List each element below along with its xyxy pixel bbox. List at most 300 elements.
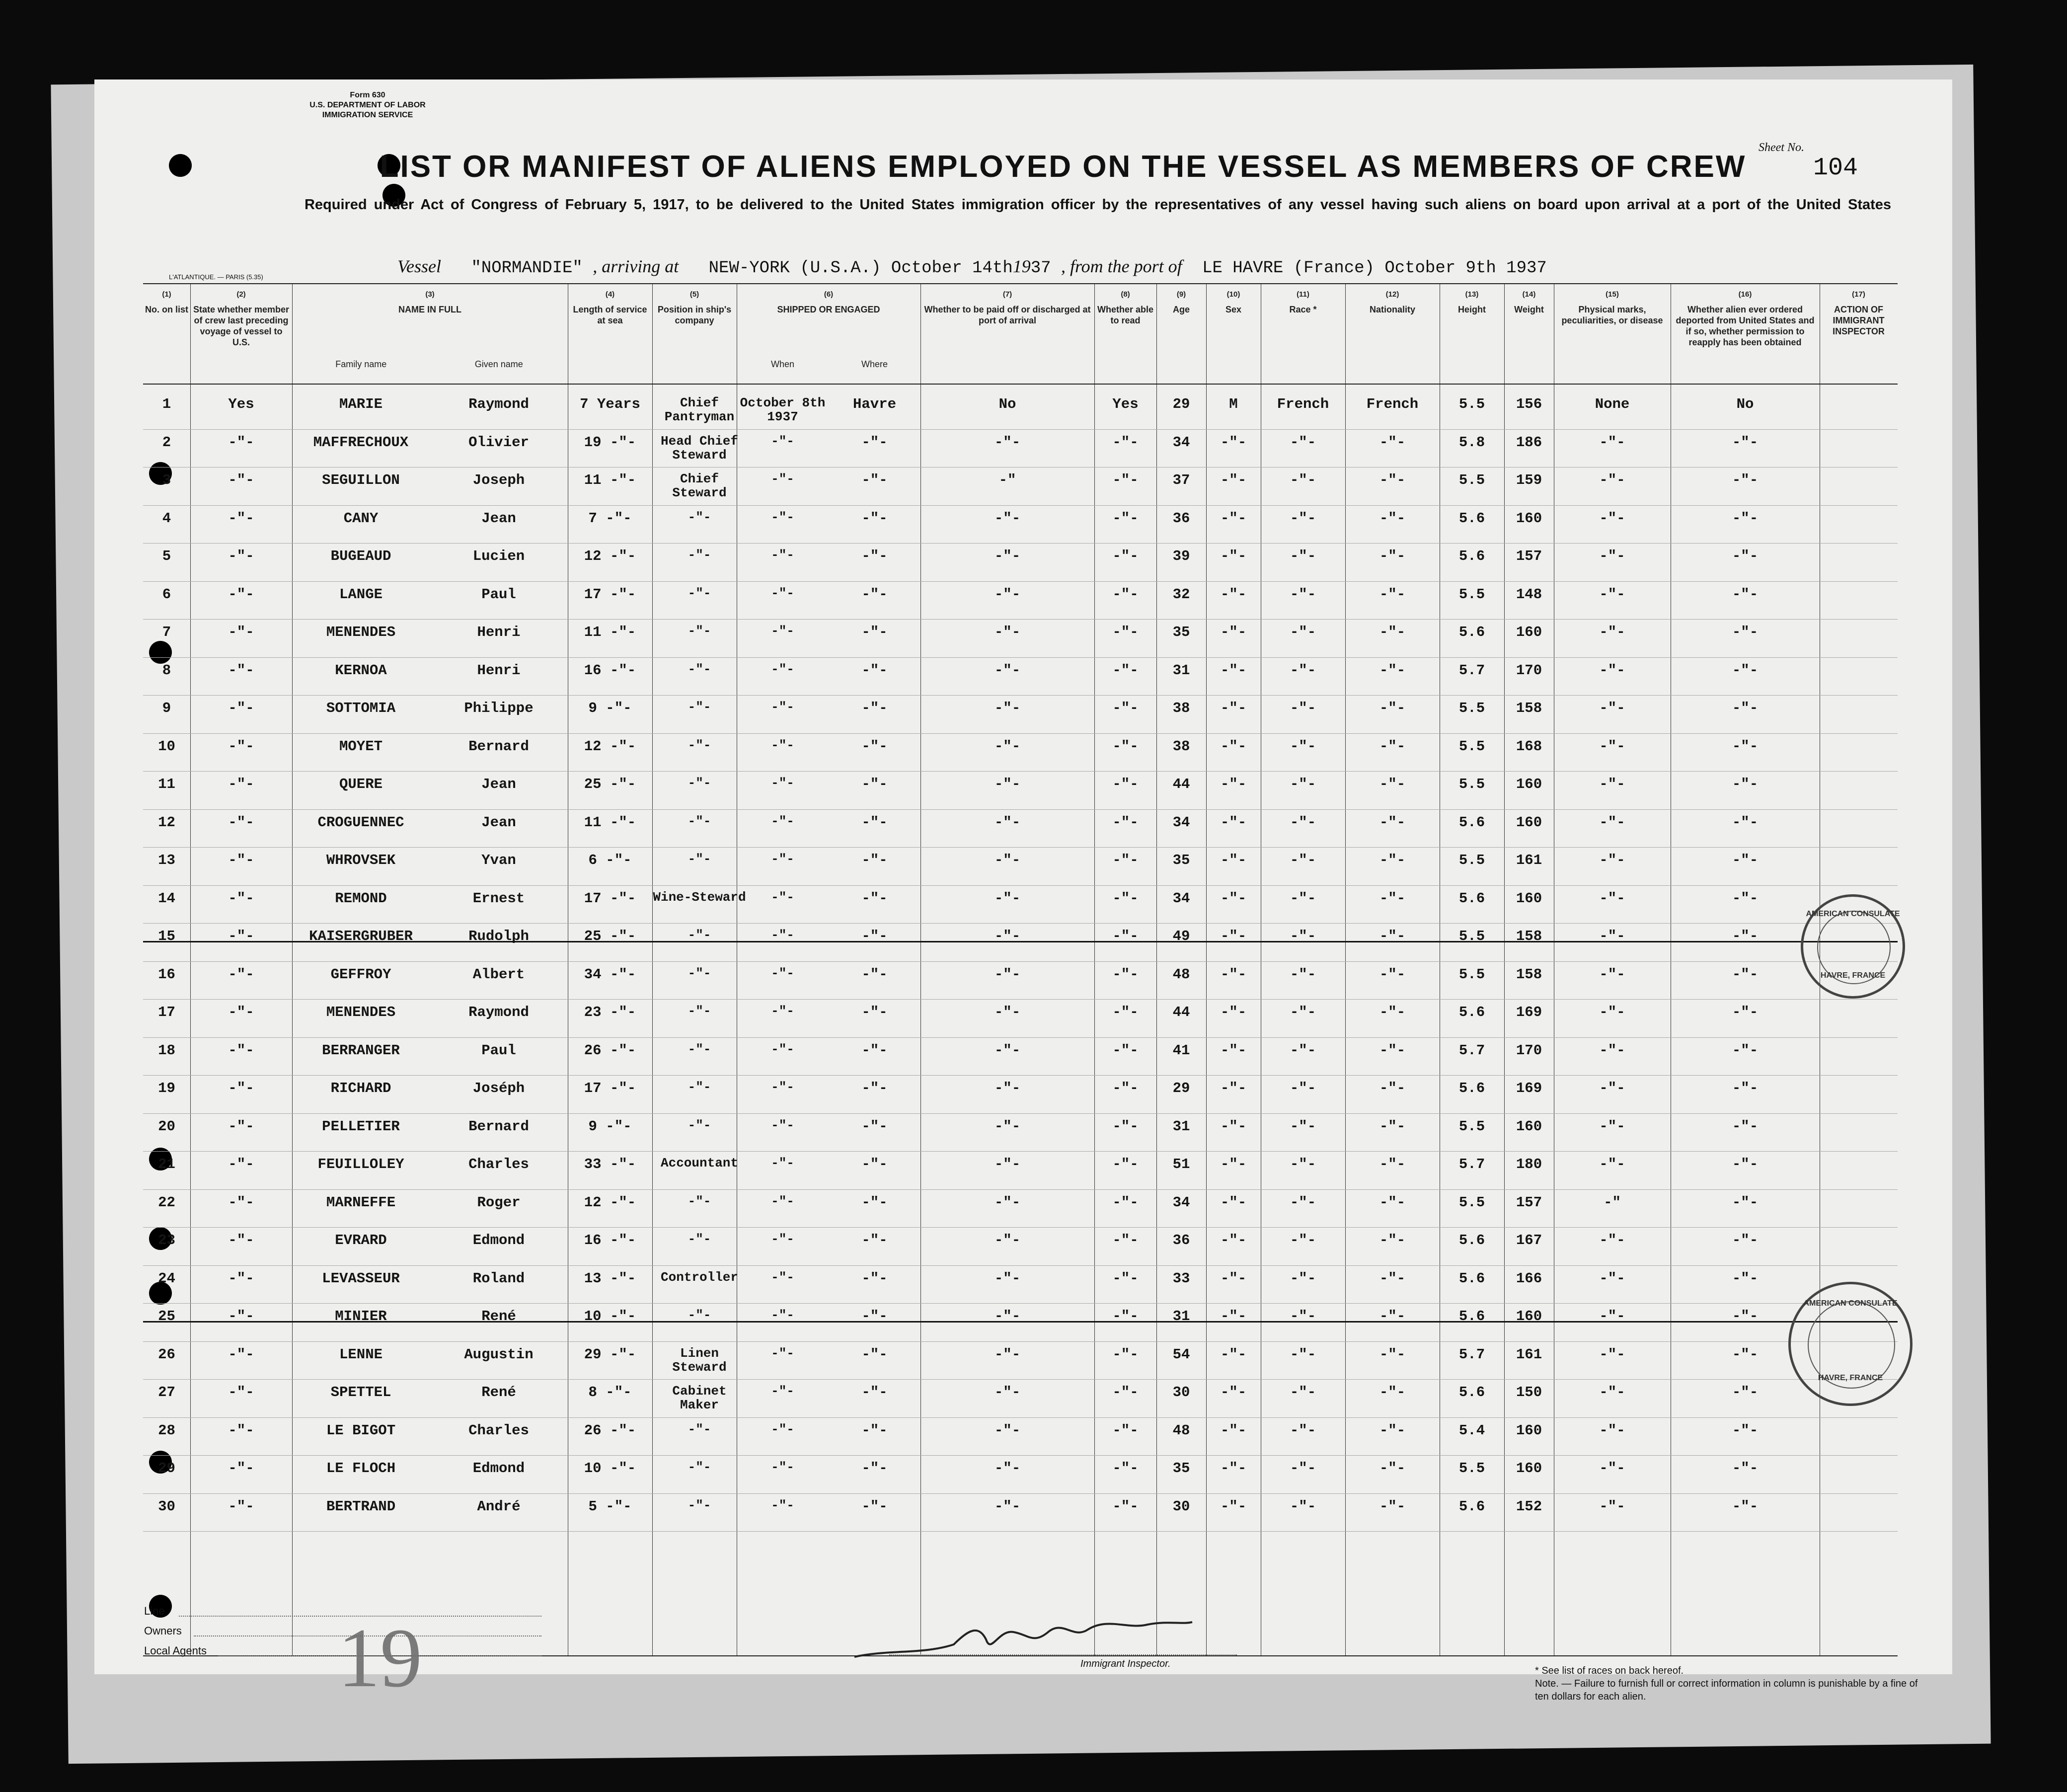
cell-no: 9 [162, 700, 171, 716]
cell-paid: -"- [994, 1232, 1021, 1248]
cell-service: 7 Years [580, 396, 640, 412]
cell-given: Roland [472, 1270, 525, 1287]
cell-deported: -"- [1732, 1004, 1759, 1020]
cell-family: MAFFRECHOUX [313, 434, 409, 451]
cell-where: -"- [861, 1156, 888, 1172]
cell-where: -"- [861, 1422, 888, 1439]
cell-weight: 160 [1516, 1460, 1542, 1477]
cell-read: -"- [1112, 1422, 1139, 1439]
cell-read: -"- [1112, 434, 1139, 451]
cell-given: Raymond [468, 396, 529, 412]
cell-race: -"- [1290, 1346, 1316, 1363]
cell-nat: -"- [1379, 966, 1406, 983]
cell-nat: -"- [1379, 928, 1406, 944]
cell-given: René [481, 1308, 516, 1325]
cell-weight: 169 [1516, 1080, 1542, 1096]
cell-given: Paul [481, 1042, 516, 1059]
cell-age: 31 [1172, 1308, 1190, 1325]
cell-height: 5.6 [1458, 548, 1485, 564]
cell-nat: -"- [1379, 776, 1406, 792]
strikethrough-line [143, 941, 1898, 942]
cell-family: MENENDES [326, 1004, 396, 1020]
cell-nat: -"- [1379, 700, 1406, 716]
cell-paid: -"- [994, 700, 1021, 716]
cell-given: Olivier [468, 434, 529, 451]
cell-no: 17 [158, 1004, 175, 1020]
cell-given: Philippe [464, 700, 534, 716]
cell-age: 34 [1172, 890, 1190, 907]
cell-race: -"- [1290, 776, 1316, 792]
cell-sex: -"- [1220, 434, 1247, 451]
cell-when: -"- [771, 1345, 794, 1361]
cell-marks: -"- [1599, 472, 1625, 488]
cell-family: FEUILLOLEY [317, 1156, 404, 1172]
cell-no: 5 [162, 548, 171, 564]
cell-when: -"- [771, 1421, 794, 1437]
cell-prev: -"- [228, 586, 254, 603]
cell-position: Head Chief Steward [660, 433, 739, 463]
column-header: (2) State whether member of crew last preceding voyage of vessel to U.S. [193, 290, 290, 347]
cell-deported: -"- [1732, 928, 1759, 944]
cell-when: -"- [771, 965, 794, 981]
cell-read: -"- [1112, 1156, 1139, 1172]
cell-race: -"- [1290, 700, 1316, 716]
cell-family: LEVASSEUR [322, 1270, 400, 1287]
cell-prev: -"- [228, 1346, 254, 1363]
cell-paid: -"- [994, 1384, 1021, 1401]
cell-weight: 170 [1516, 662, 1542, 679]
cell-where: -"- [861, 1308, 888, 1325]
cell-paid: -"- [994, 1156, 1021, 1172]
cell-position: Cabinet Maker [672, 1384, 727, 1412]
cell-paid: -"- [994, 624, 1021, 640]
cell-service: 17 -"- [584, 1080, 636, 1096]
cell-position: -"- [688, 1497, 711, 1513]
cell-race: -"- [1290, 1080, 1316, 1096]
cell-age: 36 [1172, 510, 1190, 527]
cell-race: -"- [1290, 852, 1316, 868]
table-row [143, 1493, 1898, 1531]
cell-height: 5.7 [1458, 1346, 1485, 1363]
cell-deported: No [1736, 396, 1754, 412]
cell-paid: -"- [994, 890, 1021, 907]
cell-weight: 159 [1516, 472, 1542, 488]
cell-height: 5.6 [1458, 890, 1485, 907]
cell-deported: -"- [1732, 1080, 1759, 1096]
cell-when: -"- [771, 813, 794, 829]
cell-weight: 160 [1516, 890, 1542, 907]
cell-race: -"- [1290, 510, 1316, 527]
cell-sex: -"- [1220, 852, 1247, 868]
cell-race: -"- [1290, 814, 1316, 831]
cell-height: 5.5 [1458, 966, 1485, 983]
arriving-value: NEW-YORK (U.S.A.) October 14th [708, 259, 1013, 278]
cell-nat: -"- [1379, 1308, 1406, 1325]
cell-paid: -"- [994, 1004, 1021, 1020]
cell-paid: -" [998, 472, 1016, 488]
cell-age: 30 [1172, 1498, 1190, 1515]
cell-sex: M [1229, 396, 1238, 412]
cell-given: Charles [468, 1156, 529, 1172]
cell-position: -"- [688, 623, 711, 638]
cell-read: -"- [1112, 814, 1139, 831]
cell-prev: -"- [228, 472, 254, 488]
cell-read: -"- [1112, 548, 1139, 564]
cell-height: 5.5 [1458, 700, 1485, 716]
cell-race: -"- [1290, 1004, 1316, 1020]
cell-service: 16 -"- [584, 1232, 636, 1248]
cell-height: 5.5 [1458, 1118, 1485, 1135]
cell-nat: -"- [1379, 1194, 1406, 1211]
cell-no: 6 [162, 586, 171, 603]
cell-prev: Yes [228, 396, 254, 412]
cell-no: 25 [158, 1308, 175, 1325]
cell-when: -"- [771, 661, 794, 677]
cell-deported: -"- [1732, 1346, 1759, 1363]
cell-age: 44 [1172, 1004, 1190, 1020]
cell-deported: -"- [1732, 776, 1759, 792]
column-header: (13) Height [1458, 290, 1486, 314]
cell-service: 12 -"- [584, 1194, 636, 1211]
cell-given: Bernard [468, 738, 529, 755]
cell-where: -"- [861, 1042, 888, 1059]
cell-sex: -"- [1220, 1498, 1247, 1515]
cell-position: -"- [688, 1117, 711, 1133]
cell-given: Augustin [464, 1346, 534, 1363]
cell-race: -"- [1290, 1384, 1316, 1401]
cell-height: 5.5 [1458, 1460, 1485, 1477]
cell-given: Raymond [468, 1004, 529, 1020]
cell-race: -"- [1290, 928, 1316, 944]
cell-given: Paul [481, 586, 516, 603]
cell-service: 25 -"- [584, 928, 636, 944]
cell-family: BERTRAND [326, 1498, 396, 1515]
cell-position: -"- [688, 1460, 711, 1475]
cell-race: -"- [1290, 1194, 1316, 1211]
cell-prev: -"- [228, 700, 254, 716]
cell-where: -"- [861, 1346, 888, 1363]
cell-position: -"- [688, 776, 711, 790]
cell-marks: -"- [1599, 586, 1625, 603]
cell-service: 12 -"- [584, 738, 636, 755]
cell-age: 34 [1172, 434, 1190, 451]
cell-marks: -"- [1599, 1080, 1625, 1096]
cell-sex: -"- [1220, 814, 1247, 831]
table-row [143, 1265, 1898, 1303]
cell-marks: -"- [1599, 966, 1625, 983]
cell-read: -"- [1112, 1004, 1139, 1020]
cell-weight: 160 [1516, 624, 1542, 640]
cell-sex: -"- [1220, 1194, 1247, 1211]
cell-read: -"- [1112, 1308, 1139, 1325]
cell-read: -"- [1112, 1460, 1139, 1477]
cell-where: -"- [861, 662, 888, 679]
cell-weight: 160 [1516, 1118, 1542, 1135]
cell-prev: -"- [228, 1384, 254, 1401]
cell-weight: 170 [1516, 1042, 1542, 1059]
cell-race: -"- [1290, 890, 1316, 907]
cell-position: -"- [688, 661, 711, 677]
cell-sex: -"- [1220, 1460, 1247, 1477]
cell-position: -"- [688, 1193, 711, 1209]
cell-given: Joséph [472, 1080, 525, 1096]
cell-race: -"- [1290, 1308, 1316, 1325]
cell-family: SEGUILLON [322, 472, 400, 488]
cell-weight: 169 [1516, 1004, 1542, 1020]
punch-hole [169, 154, 192, 177]
cell-position: -"- [688, 813, 711, 829]
cell-age: 36 [1172, 1232, 1190, 1248]
cell-paid: -"- [994, 662, 1021, 679]
cell-paid: -"- [994, 1042, 1021, 1059]
cell-sex: -"- [1220, 1422, 1247, 1439]
column-header: (17) ACTION OF IMMIGRANT INSPECTOR [1833, 290, 1885, 336]
cell-family: LANGE [339, 586, 383, 603]
year-value: 37 [1030, 259, 1051, 278]
cell-marks: -"- [1599, 1004, 1625, 1020]
cell-family: MENENDES [326, 624, 396, 640]
column-header: (5) Position in ship's company [657, 290, 732, 325]
cell-service: 5 -"- [588, 1498, 632, 1515]
cell-when: -"- [771, 509, 794, 525]
cell-when: -"- [771, 1156, 794, 1170]
publisher-imprint: L'ATLANTIQUE. — PARIS (5.35) [169, 273, 263, 281]
cell-weight: 156 [1516, 396, 1542, 412]
cell-sex: -"- [1220, 586, 1247, 603]
cell-marks: -"- [1599, 1460, 1625, 1477]
cell-race: -"- [1290, 662, 1316, 679]
cell-given: Lucien [472, 548, 525, 564]
cell-position: Chief Steward [672, 471, 727, 500]
cell-position: -"- [688, 1232, 711, 1247]
cell-family: RICHARD [330, 1080, 391, 1096]
cell-nat: -"- [1379, 738, 1406, 755]
table-row [143, 809, 1898, 847]
cell-prev: -"- [228, 852, 254, 868]
cell-deported: -"- [1732, 1422, 1759, 1439]
cell-given: Ernest [472, 890, 525, 907]
cell-marks: -"- [1599, 1308, 1625, 1325]
cell-deported: -"- [1732, 814, 1759, 831]
cell-age: 35 [1172, 624, 1190, 640]
cell-height: 5.6 [1458, 1004, 1485, 1020]
consulate-stamp-2 [1788, 1282, 1913, 1406]
cell-given: Roger [477, 1194, 521, 1211]
cell-given: Bernard [468, 1118, 529, 1135]
cell-deported: -"- [1732, 434, 1759, 451]
cell-read: -"- [1112, 662, 1139, 679]
stamp-top-text: AMERICAN CONSULATE [1806, 910, 1900, 918]
cell-service: 13 -"- [584, 1270, 636, 1287]
cell-where: -"- [861, 890, 888, 907]
cell-deported: -"- [1732, 1308, 1759, 1325]
cell-sex: -"- [1220, 966, 1247, 983]
cell-family: MOYET [339, 738, 383, 755]
cell-nat: -"- [1379, 1498, 1406, 1515]
cell-where: -"- [861, 1004, 888, 1020]
cell-race: French [1277, 396, 1329, 412]
cell-race: -"- [1290, 1422, 1316, 1439]
cell-age: 29 [1172, 1080, 1190, 1096]
cell-family: LENNE [339, 1346, 383, 1363]
cell-no: 8 [162, 662, 171, 679]
cell-prev: -"- [228, 1422, 254, 1439]
cell-sex: -"- [1220, 1308, 1247, 1325]
cell-prev: -"- [228, 1118, 254, 1135]
cell-height: 5.5 [1458, 586, 1485, 603]
cell-weight: 158 [1516, 928, 1542, 944]
cell-paid: -"- [994, 1460, 1021, 1477]
cell-age: 44 [1172, 776, 1190, 792]
cell-position: -"- [688, 1004, 711, 1018]
cell-paid: -"- [994, 928, 1021, 944]
cell-paid: -"- [994, 434, 1021, 451]
cell-paid: -"- [994, 1080, 1021, 1096]
cell-when: -"- [771, 1269, 794, 1285]
cell-marks: -"- [1599, 510, 1625, 527]
cell-nat: -"- [1379, 852, 1406, 868]
cell-given: René [481, 1384, 516, 1401]
cell-weight: 166 [1516, 1270, 1542, 1287]
cell-sex: -"- [1220, 890, 1247, 907]
cell-sex: -"- [1220, 1384, 1247, 1401]
cell-height: 5.6 [1458, 1270, 1485, 1287]
table-row [143, 1341, 1898, 1379]
cell-when: -"- [771, 1117, 794, 1133]
cell-nat: -"- [1379, 548, 1406, 564]
cell-service: 34 -"- [584, 966, 636, 983]
cell-height: 5.5 [1458, 776, 1485, 792]
cell-marks: -"- [1599, 1156, 1625, 1172]
cell-no: 7 [162, 624, 171, 640]
cell-when: -"- [771, 928, 794, 942]
cell-sex: -"- [1220, 662, 1247, 679]
cell-read: -"- [1112, 738, 1139, 755]
cell-age: 31 [1172, 1118, 1190, 1135]
cell-marks: -"- [1599, 700, 1625, 716]
cell-deported: -"- [1732, 662, 1759, 679]
cell-height: 5.5 [1458, 852, 1485, 868]
stamp-bottom-text: HAVRE, FRANCE [1818, 1374, 1883, 1382]
cell-where: -"- [861, 548, 888, 564]
cell-position: -"- [688, 1421, 711, 1437]
cell-nat: -"- [1379, 662, 1406, 679]
cell-weight: 161 [1516, 852, 1542, 868]
cell-paid: -"- [994, 1194, 1021, 1211]
cell-position: -"- [688, 585, 711, 601]
cell-deported: -"- [1732, 966, 1759, 983]
cell-service: 33 -"- [584, 1156, 636, 1172]
cell-read: -"- [1112, 928, 1139, 944]
cell-prev: -"- [228, 510, 254, 527]
cell-family: BERRANGER [322, 1042, 400, 1059]
cell-read: -"- [1112, 1042, 1139, 1059]
cell-nat: -"- [1379, 624, 1406, 640]
cell-deported: -"- [1732, 1156, 1759, 1172]
cell-race: -"- [1290, 586, 1316, 603]
table-row [143, 1379, 1898, 1416]
cell-position: Chief Pantryman [664, 395, 735, 424]
table-row [143, 581, 1898, 619]
strikethrough-line [143, 1321, 1898, 1323]
from-value: LE HAVRE (France) October 9th 1937 [1202, 259, 1547, 278]
cell-no: 21 [158, 1156, 175, 1172]
cell-no: 3 [162, 472, 171, 488]
cell-paid: -"- [994, 738, 1021, 755]
cell-given: Jean [481, 776, 516, 792]
cell-prev: -"- [228, 1042, 254, 1059]
cell-no: 23 [158, 1232, 175, 1248]
inspector-label: Immigrant Inspector. [1080, 1658, 1171, 1669]
cell-nat: -"- [1379, 1080, 1406, 1096]
cell-paid: No [998, 396, 1016, 412]
table-row [143, 619, 1898, 656]
cell-paid: -"- [994, 776, 1021, 792]
cell-position: -"- [688, 509, 711, 525]
cell-deported: -"- [1732, 1460, 1759, 1477]
cell-sex: -"- [1220, 1042, 1247, 1059]
cell-given: Henri [477, 624, 521, 640]
cell-no: 2 [162, 434, 171, 451]
cell-sex: -"- [1220, 1232, 1247, 1248]
cell-age: 29 [1172, 396, 1190, 412]
table-row [143, 771, 1898, 808]
note-text: — Failure to furnish full or correct information in column is punishable by a fine of ten dollars for each alien. [1535, 1678, 1918, 1702]
cell-height: 5.5 [1458, 738, 1485, 755]
cell-marks: -"- [1599, 1270, 1625, 1287]
cell-height: 5.7 [1458, 662, 1485, 679]
cell-given: Albert [472, 966, 525, 983]
cell-paid: -"- [994, 966, 1021, 983]
cell-marks: -"- [1599, 548, 1625, 564]
cell-where: -"- [861, 852, 888, 868]
cell-age: 38 [1172, 700, 1190, 716]
cell-marks: -"- [1599, 1232, 1625, 1248]
cell-nat: -"- [1379, 586, 1406, 603]
column-header: (3) NAME IN FULL [398, 290, 461, 314]
cell-weight: 158 [1516, 966, 1542, 983]
cell-service: 17 -"- [584, 586, 636, 603]
cell-prev: -"- [228, 662, 254, 679]
cell-deported: -"- [1732, 1384, 1759, 1401]
cell-deported: -"- [1732, 1118, 1759, 1135]
cell-weight: 161 [1516, 1346, 1542, 1363]
cell-weight: 160 [1516, 510, 1542, 527]
table-row [143, 1417, 1898, 1455]
cell-service: 29 -"- [584, 1346, 636, 1363]
note-label: Note. [1535, 1678, 1559, 1689]
cell-read: -"- [1112, 776, 1139, 792]
cell-race: -"- [1290, 624, 1316, 640]
column-header: (8) Whether able to read [1097, 290, 1154, 325]
cell-read: -"- [1112, 1498, 1139, 1515]
cell-no: 1 [162, 396, 171, 412]
cell-when: -"- [771, 1460, 794, 1475]
vessel-label: Vessel [397, 256, 441, 276]
cell-when: -"- [771, 1308, 794, 1323]
cell-age: 34 [1172, 1194, 1190, 1211]
cell-prev: -"- [228, 548, 254, 564]
cell-sex: -"- [1220, 1004, 1247, 1020]
cell-age: 38 [1172, 738, 1190, 755]
cell-nat: -"- [1379, 1232, 1406, 1248]
cell-marks: -"- [1599, 624, 1625, 640]
cell-deported: -"- [1732, 1498, 1759, 1515]
cell-where: -"- [861, 586, 888, 603]
table-row [143, 961, 1898, 999]
table-row [143, 1113, 1898, 1151]
cell-marks: -"- [1599, 852, 1625, 868]
